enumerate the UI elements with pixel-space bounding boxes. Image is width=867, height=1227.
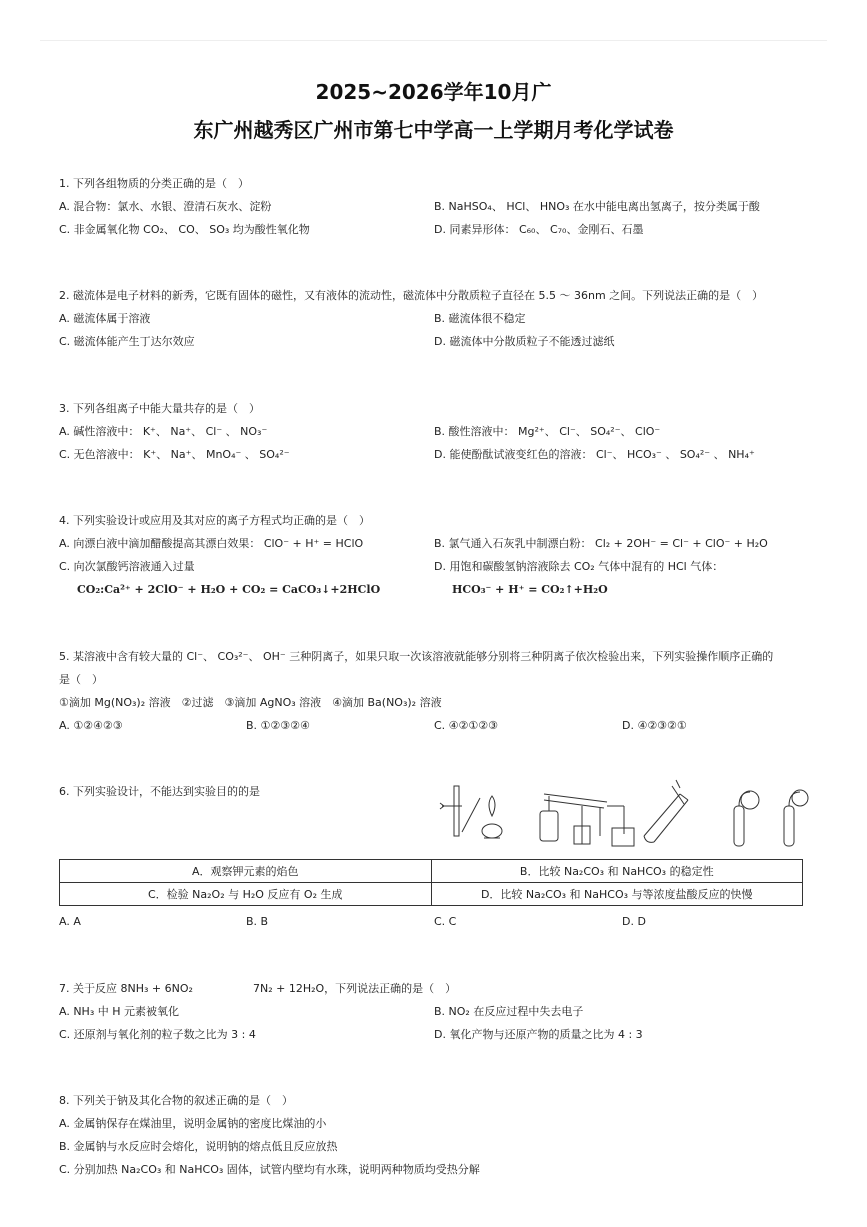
q4-option-d-equation: HCO₃⁻ + H⁺ = CO₂↑+H₂O xyxy=(452,583,608,596)
q5-option-d[interactable]: D. ④②③②① xyxy=(622,719,687,732)
exam-title-line1: 2025~2026学年10月广 xyxy=(315,80,552,104)
q3-option-b[interactable]: B. 酸性溶液中： Mg²⁺、 Cl⁻、 SO₄²⁻、 ClO⁻ xyxy=(434,425,661,438)
q5-option-c[interactable]: C. ④②①②③ xyxy=(434,719,498,732)
q6-option-a[interactable]: A. A xyxy=(59,915,81,928)
q7-stem-left: 7. 关于反应 8NH₃ + 6NO₂ xyxy=(59,982,193,995)
q4-stem: 4. 下列实验设计或应用及其对应的离子方程式均正确的是（ ） xyxy=(59,514,370,527)
q7-stem-right: 7N₂ + 12H₂O，下列说法正确的是（ ） xyxy=(253,982,457,995)
q6-cell-b: B．比较 Na₂CO₃ 和 NaHCO₃ 的稳定性 xyxy=(431,860,803,883)
q8-option-b[interactable]: B. 金属钠与水反应时会熔化，说明钠的熔点低且反应放热 xyxy=(59,1140,338,1153)
flame-test-apparatus xyxy=(440,786,502,838)
q4-option-b[interactable]: B. 氯气通入石灰乳中制漂白粉： Cl₂ + 2OH⁻ = Cl⁻ + ClO⁻ + H₂O xyxy=(434,537,768,550)
q4-option-a[interactable]: A. 向漂白液中滴加醋酸提高其漂白效果： ClO⁻ + H⁺ = HClO xyxy=(59,537,364,550)
q6-cell-c: C．检验 Na₂O₂ 与 H₂O 反应有 O₂ 生成 xyxy=(60,883,432,906)
hcl-reaction-apparatus xyxy=(734,790,808,846)
q1-option-a[interactable]: A. 混合物：氯水、水银、澄清石灰水、淀粉 xyxy=(59,200,272,213)
q2-stem: 2. 磁流体是电子材料的新秀，它既有固体的磁性，又有液体的流动性，磁流体中分散质粒子直径在 5.5 ～ 36nm 之间。下列说法正确的是（ ） xyxy=(59,289,764,302)
q5-option-b[interactable]: B. ①②③②④ xyxy=(246,719,310,732)
q6-option-table xyxy=(59,859,803,906)
q8-option-c[interactable]: C. 分别加热 Na₂CO₃ 和 NaHCO₃ 固体，试管内壁均有水珠，说明两种物质均受热分解 xyxy=(59,1163,480,1176)
q4-option-c-equation: CO₂:Ca²⁺ + 2ClO⁻ + H₂O + CO₂ = CaCO₃↓+2HClO xyxy=(77,583,381,596)
q2-option-d[interactable]: D. 磁流体中分散质粒子不能透过滤纸 xyxy=(434,335,615,348)
q6-apparatus-figure xyxy=(432,776,812,852)
stability-comparison-apparatus xyxy=(540,794,634,846)
q4-option-d[interactable]: D. 用饱和碳酸氢钠溶液除去 CO₂ 气体中混有的 HCl 气体： xyxy=(434,560,724,573)
q6-stem: 6. 下列实验设计，不能达到实验目的的是 xyxy=(59,785,260,798)
q6-cell-a: A．观察钾元素的焰色 xyxy=(60,860,432,883)
q7-option-d[interactable]: D. 氧化产物与还原产物的质量之比为 4 : 3 xyxy=(434,1028,643,1041)
q1-stem: 1. 下列各组物质的分类正确的是（ ） xyxy=(59,177,249,190)
q6-option-b[interactable]: B. B xyxy=(246,915,269,928)
q2-option-b[interactable]: B. 磁流体很不稳定 xyxy=(434,312,526,325)
q3-option-d[interactable]: D. 能使酚酞试液变红色的溶液： Cl⁻、 HCO₃⁻ 、 SO₄²⁻ 、 NH₄⁺ xyxy=(434,448,755,461)
q6-option-d[interactable]: D. D xyxy=(622,915,646,928)
q2-option-c[interactable]: C. 磁流体能产生丁达尔效应 xyxy=(59,335,195,348)
q6-option-c[interactable]: C. C xyxy=(434,915,457,928)
q8-stem: 8. 下列关于钠及其化合物的叙述正确的是（ ） xyxy=(59,1094,293,1107)
peroxide-water-apparatus xyxy=(644,780,688,842)
q1-option-b[interactable]: B. NaHSO₄、 HCl、 HNO₃ 在水中能电离出氢离子，按分类属于酸 xyxy=(434,200,760,213)
q5-stem: 5. 某溶液中含有较大量的 Cl⁻、 CO₃²⁻、 OH⁻ 三种阴离子，如果只取一次该溶液就能够分别将三种阴离子依次检验出来，下列实验操作顺序正确的 xyxy=(59,650,774,663)
q7-option-a[interactable]: A. NH₃ 中 H 元素被氧化 xyxy=(59,1005,179,1018)
q4-option-c[interactable]: C. 向次氯酸钙溶液通入过量 xyxy=(59,560,195,573)
q3-option-c[interactable]: C. 无色溶液中： K⁺、 Na⁺、 MnO₄⁻ 、 SO₄²⁻ xyxy=(59,448,290,461)
q6-cell-d: D．比较 Na₂CO₃ 和 NaHCO₃ 与等浓度盐酸反应的快慢 xyxy=(431,883,803,906)
q5-option-a[interactable]: A. ①②④②③ xyxy=(59,719,123,732)
q1-option-d[interactable]: D. 同素异形体： C₆₀、 C₇₀、金刚石、石墨 xyxy=(434,223,644,236)
q3-option-a[interactable]: A. 碱性溶液中： K⁺、 Na⁺、 Cl⁻ 、 NO₃⁻ xyxy=(59,425,268,438)
q3-stem: 3. 下列各组离子中能大量共存的是（ ） xyxy=(59,402,260,415)
q5-steps: ①滴加 Mg(NO₃)₂ 溶液 ②过滤 ③滴加 AgNO₃ 溶液 ④滴加 Ba(NO₃)₂ 溶液 xyxy=(59,696,442,709)
q5-stem-cont: 是（ ） xyxy=(59,673,103,686)
q2-option-a[interactable]: A. 磁流体属于溶液 xyxy=(59,312,151,325)
q7-option-b[interactable]: B. NO₂ 在反应过程中失去电子 xyxy=(434,1005,584,1018)
top-divider xyxy=(40,40,827,41)
q1-option-c[interactable]: C. 非金属氧化物 CO₂、 CO、 SO₃ 均为酸性氧化物 xyxy=(59,223,310,236)
q7-option-c[interactable]: C. 还原剂与氧化剂的粒子数之比为 3 : 4 xyxy=(59,1028,256,1041)
exam-title-line2: 东广州越秀区广州市第七中学高一上学期月考化学试卷 xyxy=(193,118,674,142)
q8-option-a[interactable]: A. 金属钠保存在煤油里，说明金属钠的密度比煤油的小 xyxy=(59,1117,327,1130)
